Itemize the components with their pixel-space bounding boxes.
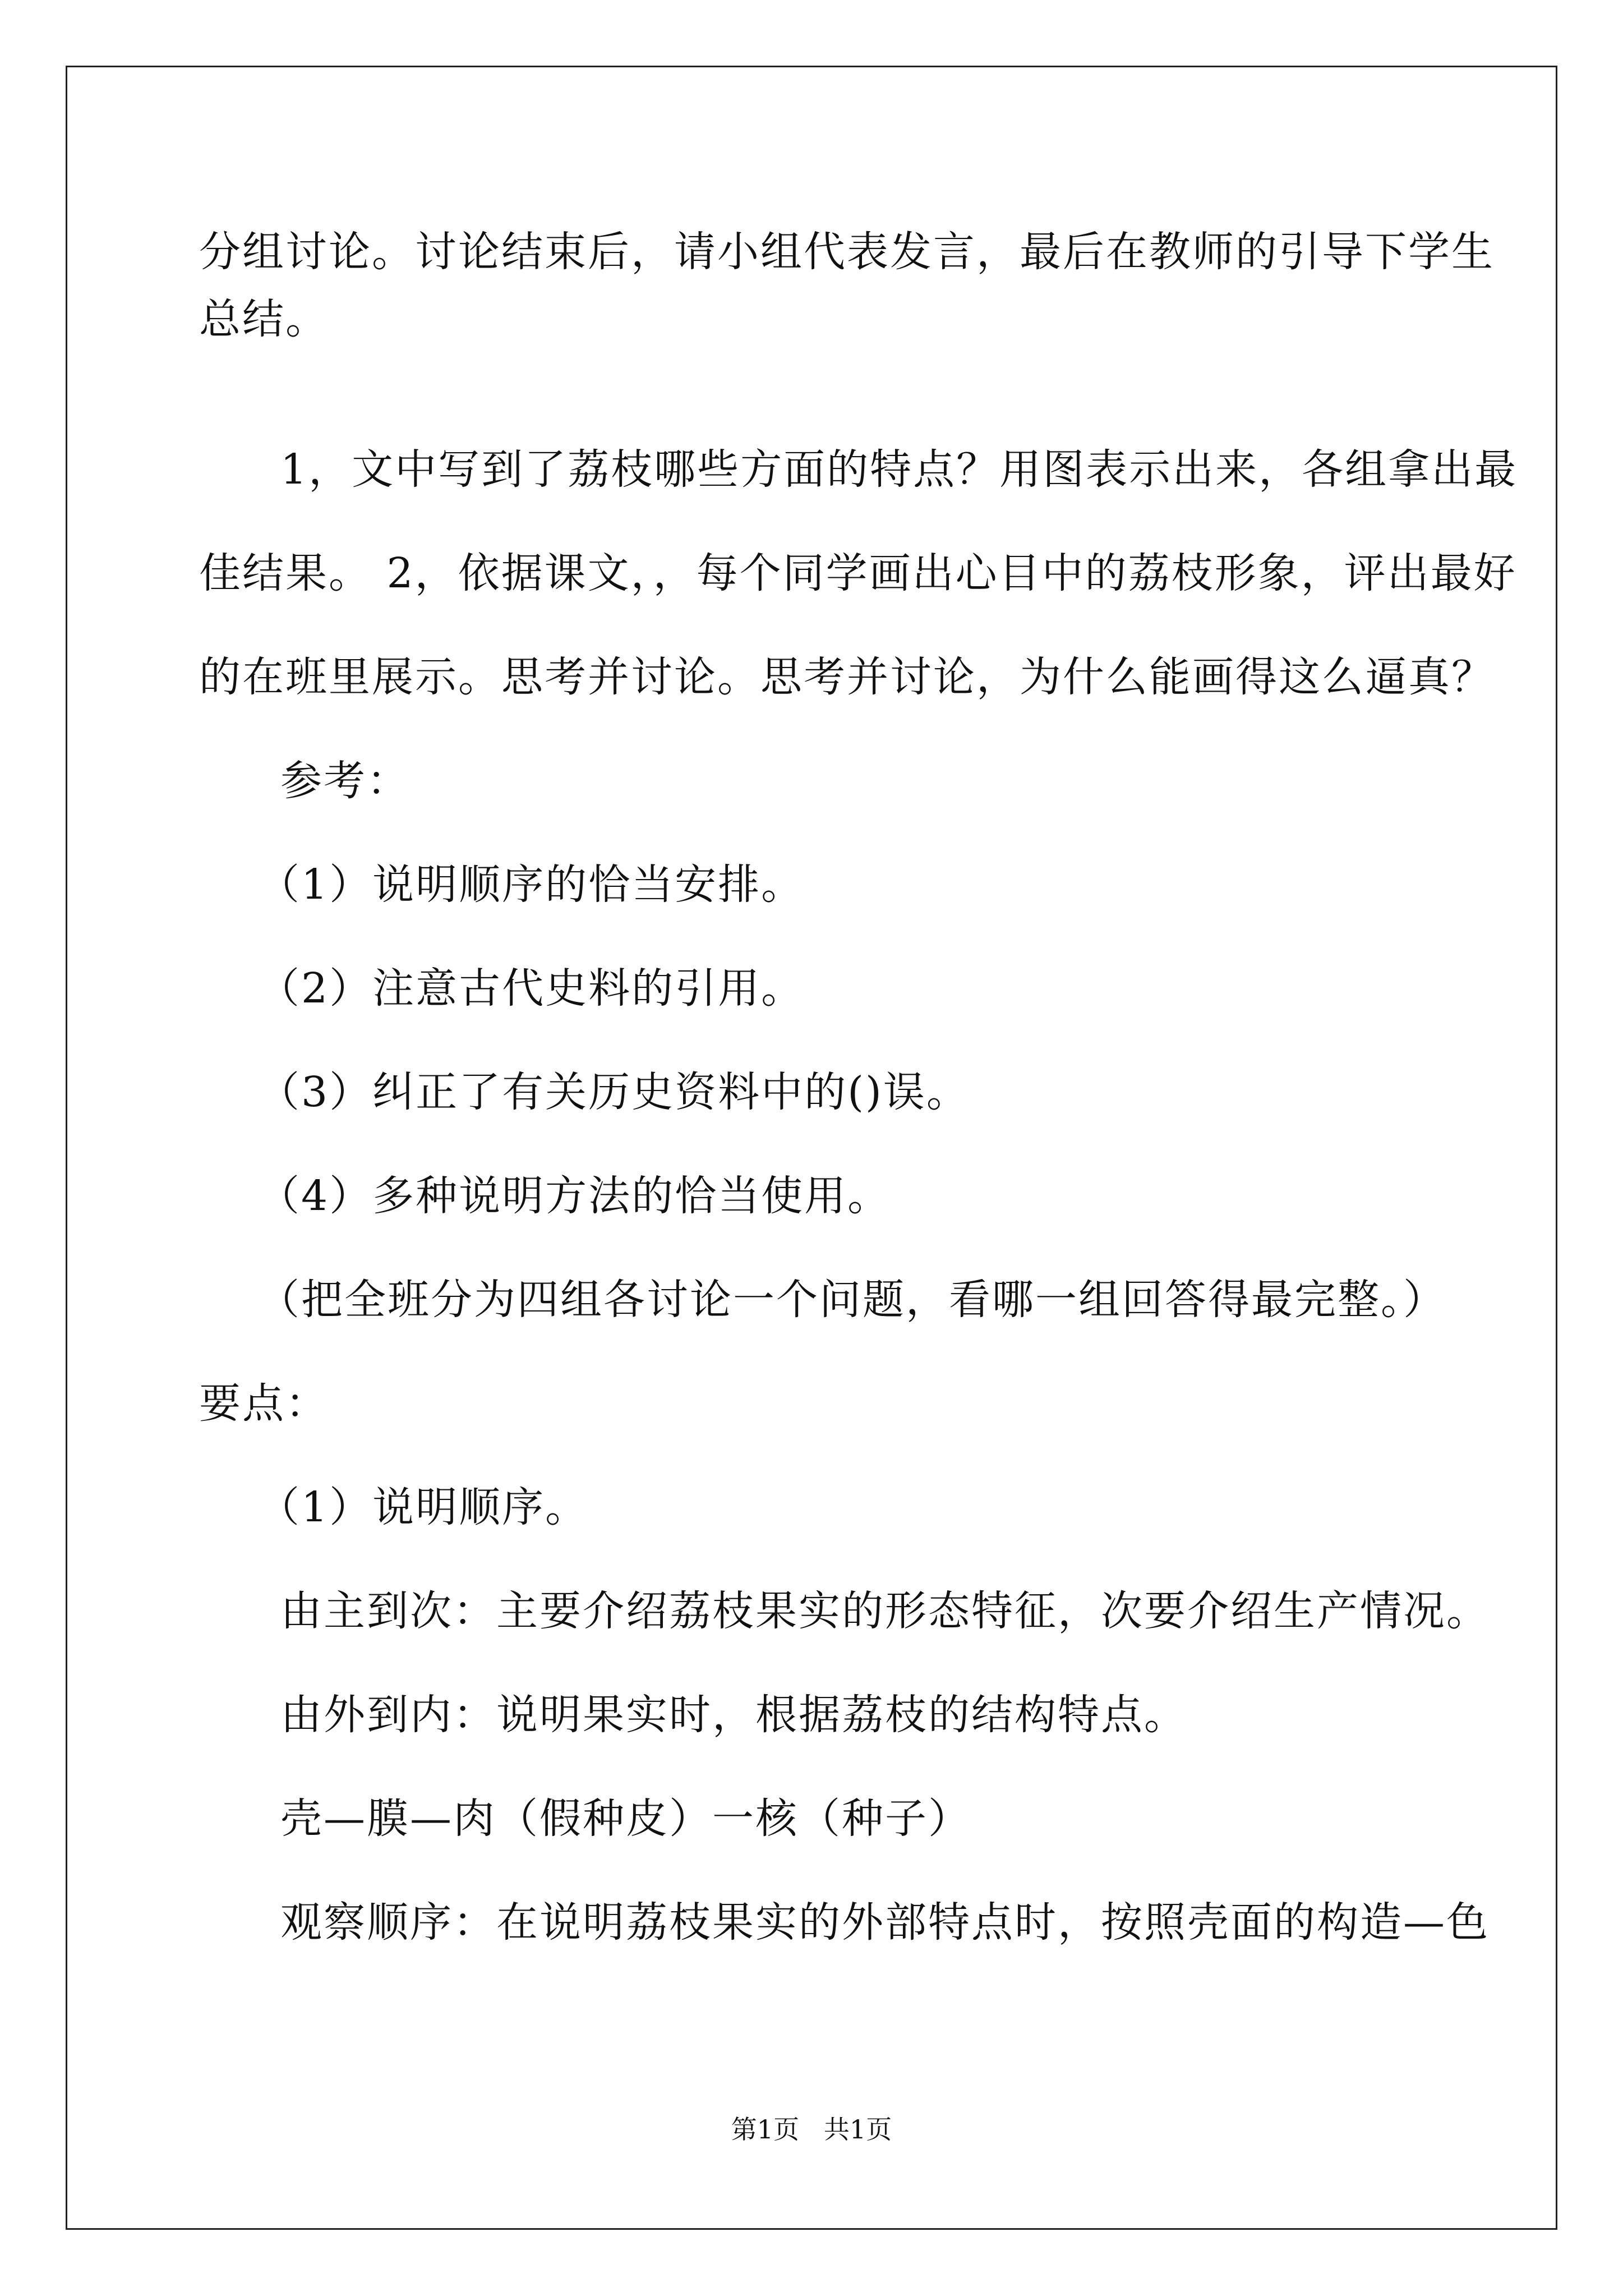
paragraph-line: 参考： xyxy=(280,757,410,805)
paragraph-line: 由主到次：主要介绍荔枝果实的形态特征，次要介绍生产情况。 xyxy=(280,1587,1490,1635)
paragraph-line: 的在班里展示。思考并讨论。思考并讨论，为什么能画得这么逼真？ xyxy=(199,653,1495,701)
paragraph-line: 壳—膜—肉（假种皮）一核（种子） xyxy=(280,1795,971,1843)
list-item: （4）多种说明方法的恰当使用。 xyxy=(258,1172,891,1220)
page-footer: 第1页 共1页 xyxy=(731,2114,892,2145)
paragraph-line: 佳结果。 2，依据课文，，每个同学画出心目中的荔枝形象，评出最好 xyxy=(199,549,1517,597)
list-item: （2）注意古代史料的引用。 xyxy=(258,964,805,1013)
paragraph-line: 1，文中写到了荔枝哪些方面的特点？用图表示出来，各组拿出最 xyxy=(280,445,1518,494)
paragraph-line: 观察顺序：在说明荔枝果实的外部特点时，按照壳面的构造—色 xyxy=(280,1898,1490,1947)
list-item: （3）纠正了有关历史资料中的()误。 xyxy=(258,1068,970,1116)
paragraph-line: 由外到内：说明果实时，根据荔枝的结构特点。 xyxy=(280,1691,1187,1739)
paragraph-line: 要点： xyxy=(199,1379,329,1428)
paragraph-line: （把全班分为四组各讨论一个问题，看哪一组回答得最完整。） xyxy=(258,1276,1446,1324)
list-item: （1）说明顺序的恰当安排。 xyxy=(258,861,805,909)
paragraph-line: 分组讨论。讨论结束后，请小组代表发言，最后在教师的引导下学生 xyxy=(199,228,1495,276)
paragraph-line: 总结。 xyxy=(199,295,329,343)
list-item: （1）说明顺序。 xyxy=(258,1483,589,1531)
